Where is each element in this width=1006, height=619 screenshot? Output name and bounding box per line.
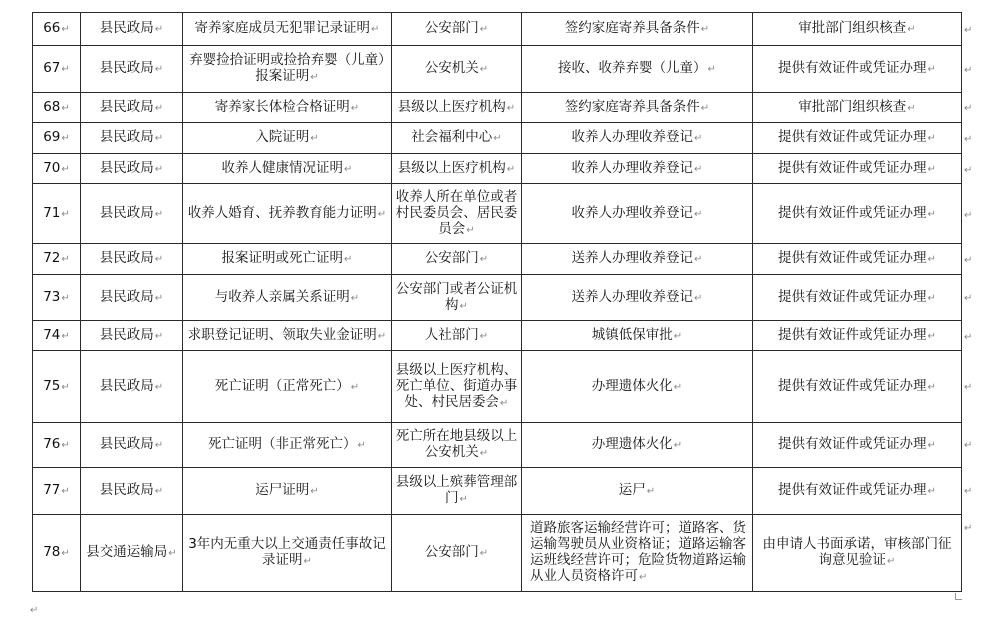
verification-method-cell: 提供有效证件或凭证办理↵ (753, 46, 962, 93)
table-row (33, 13, 962, 46)
related-service-cell: 办理遗体火化↵ (522, 351, 753, 423)
row-number-cell: 66↵ (33, 13, 81, 46)
department-cell: 县民政局↵ (81, 46, 183, 93)
issuing-authority-cell: 公安机关↵ (392, 46, 522, 93)
row-end-paragraph-mark: ↵ (964, 103, 973, 114)
row-number-cell: 70↵ (33, 154, 81, 184)
issuing-authority-cell: 县级以上医疗机构、死亡单位、街道办事处、村民居委会↵ (392, 351, 522, 423)
row-number-cell: 76↵ (33, 423, 81, 468)
department-cell: 县民政局↵ (81, 184, 183, 244)
department-cell: 县民政局↵ (81, 123, 183, 154)
related-service-cell: 送养人办理收养登记↵ (522, 244, 753, 275)
department-cell: 县民政局↵ (81, 154, 183, 184)
related-service-cell: 签约家庭寄养具备条件↵ (522, 93, 753, 123)
row-end-paragraph-mark: ↵ (964, 25, 973, 36)
related-service-cell: 收养人办理收养登记↵ (522, 154, 753, 184)
department-cell: 县民政局↵ (81, 423, 183, 468)
verification-method-cell: 提供有效证件或凭证办理↵ (753, 275, 962, 321)
related-service-cell: 运尸↵ (522, 468, 753, 515)
row-end-paragraph-mark: ↵ (964, 523, 973, 534)
issuing-authority-cell: 死亡所在地县级以上公安机关↵ (392, 423, 522, 468)
row-number-cell: 69↵ (33, 123, 81, 154)
row-end-paragraph-mark: ↵ (964, 165, 973, 176)
verification-method-cell: 提供有效证件或凭证办理↵ (753, 154, 962, 184)
table-row (33, 184, 962, 244)
row-end-paragraph-mark: ↵ (964, 134, 973, 145)
related-service-cell: 送养人办理收养登记↵ (522, 275, 753, 321)
certificate-name-cell: 死亡证明（正常死亡）↵ (183, 351, 392, 423)
related-service-cell: 接收、收养弃婴（儿童）↵ (522, 46, 753, 93)
certificate-list-table (32, 12, 962, 592)
issuing-authority-cell: 公安部门↵ (392, 515, 522, 592)
certificate-name-cell: 报案证明或死亡证明↵ (183, 244, 392, 275)
row-number-cell: 67↵ (33, 46, 81, 93)
row-number-cell: 77↵ (33, 468, 81, 515)
issuing-authority-cell: 收养人所在单位或者村民委员会、居民委员会↵ (392, 184, 522, 244)
issuing-authority-cell: 县级以上医疗机构↵ (392, 93, 522, 123)
department-cell: 县民政局↵ (81, 321, 183, 351)
related-service-cell: 收养人办理收养登记↵ (522, 123, 753, 154)
verification-method-cell: 审批部门组织核查↵ (753, 13, 962, 46)
verification-method-cell: 由申请人书面承诺，审核部门征询意见验证↵ (753, 515, 962, 592)
page-margin-corner-mark (955, 593, 962, 600)
row-number-cell: 72↵ (33, 244, 81, 275)
table-row (33, 321, 962, 351)
certificate-name-cell: 运尸证明↵ (183, 468, 392, 515)
verification-method-cell: 提供有效证件或凭证办理↵ (753, 423, 962, 468)
table-row (33, 423, 962, 468)
document-end-paragraph-mark: ↵ (30, 605, 39, 616)
table-row (33, 123, 962, 154)
table-row (33, 93, 962, 123)
row-end-paragraph-mark: ↵ (964, 293, 973, 304)
department-cell: 县民政局↵ (81, 93, 183, 123)
table-row (33, 244, 962, 275)
certificate-name-cell: 求职登记证明、领取失业金证明↵ (183, 321, 392, 351)
verification-method-cell: 提供有效证件或凭证办理↵ (753, 123, 962, 154)
verification-method-cell: 提供有效证件或凭证办理↵ (753, 351, 962, 423)
table-row (33, 351, 962, 423)
certificate-name-cell: 寄养家庭成员无犯罪记录证明↵ (183, 13, 392, 46)
row-end-paragraph-mark: ↵ (964, 486, 973, 497)
verification-method-cell: 提供有效证件或凭证办理↵ (753, 321, 962, 351)
row-number-cell: 74↵ (33, 321, 81, 351)
issuing-authority-cell: 县级以上殡葬管理部门↵ (392, 468, 522, 515)
department-cell: 县交通运输局↵ (81, 515, 183, 592)
issuing-authority-cell: 公安部门或者公证机构↵ (392, 275, 522, 321)
certificate-name-cell: 寄养家长体检合格证明↵ (183, 93, 392, 123)
verification-method-cell: 审批部门组织核查↵ (753, 93, 962, 123)
row-end-paragraph-mark: ↵ (964, 255, 973, 266)
issuing-authority-cell: 公安部门↵ (392, 13, 522, 46)
row-number-cell: 78↵ (33, 515, 81, 592)
certificate-name-cell: 收养人婚育、抚养教育能力证明↵ (183, 184, 392, 244)
issuing-authority-cell: 县级以上医疗机构↵ (392, 154, 522, 184)
row-number-cell: 68↵ (33, 93, 81, 123)
related-service-cell: 办理遗体火化↵ (522, 423, 753, 468)
row-number-cell: 71↵ (33, 184, 81, 244)
issuing-authority-cell: 公安部门↵ (392, 244, 522, 275)
related-service-cell: 签约家庭寄养具备条件↵ (522, 13, 753, 46)
certificate-name-cell: 死亡证明（非正常死亡）↵ (183, 423, 392, 468)
row-end-paragraph-mark: ↵ (964, 65, 973, 76)
verification-method-cell: 提供有效证件或凭证办理↵ (753, 184, 962, 244)
table-row (33, 468, 962, 515)
row-end-paragraph-mark: ↵ (964, 382, 973, 393)
related-service-cell: 道路旅客运输经营许可；道路客、货运输驾驶员从业资格证；道路运输客运班线经营许可；危险货物道路运输从业人员资格许可↵ (522, 515, 753, 592)
row-number-cell: 75↵ (33, 351, 81, 423)
table-row (33, 275, 962, 321)
issuing-authority-cell: 社会福利中心↵ (392, 123, 522, 154)
related-service-cell: 收养人办理收养登记↵ (522, 184, 753, 244)
table-row (33, 46, 962, 93)
verification-method-cell: 提供有效证件或凭证办理↵ (753, 244, 962, 275)
issuing-authority-cell: 人社部门↵ (392, 321, 522, 351)
row-end-paragraph-mark: ↵ (964, 210, 973, 221)
department-cell: 县民政局↵ (81, 351, 183, 423)
department-cell: 县民政局↵ (81, 275, 183, 321)
row-end-paragraph-mark: ↵ (964, 332, 973, 343)
table-body (33, 13, 962, 592)
certificate-name-cell: 与收养人亲属关系证明↵ (183, 275, 392, 321)
certificate-name-cell: 入院证明↵ (183, 123, 392, 154)
department-cell: 县民政局↵ (81, 468, 183, 515)
row-end-paragraph-mark: ↵ (964, 440, 973, 451)
related-service-cell: 城镇低保审批↵ (522, 321, 753, 351)
certificate-name-cell: 弃婴捡拾证明或捡拾弃婴（儿童）报案证明↵ (183, 46, 392, 93)
certificate-name-cell: 收养人健康情况证明↵ (183, 154, 392, 184)
table-row (33, 515, 962, 592)
department-cell: 县民政局↵ (81, 13, 183, 46)
department-cell: 县民政局↵ (81, 244, 183, 275)
verification-method-cell: 提供有效证件或凭证办理↵ (753, 468, 962, 515)
certificate-name-cell: 3年内无重大以上交通责任事故记录证明↵ (183, 515, 392, 592)
table-row (33, 154, 962, 184)
row-number-cell: 73↵ (33, 275, 81, 321)
